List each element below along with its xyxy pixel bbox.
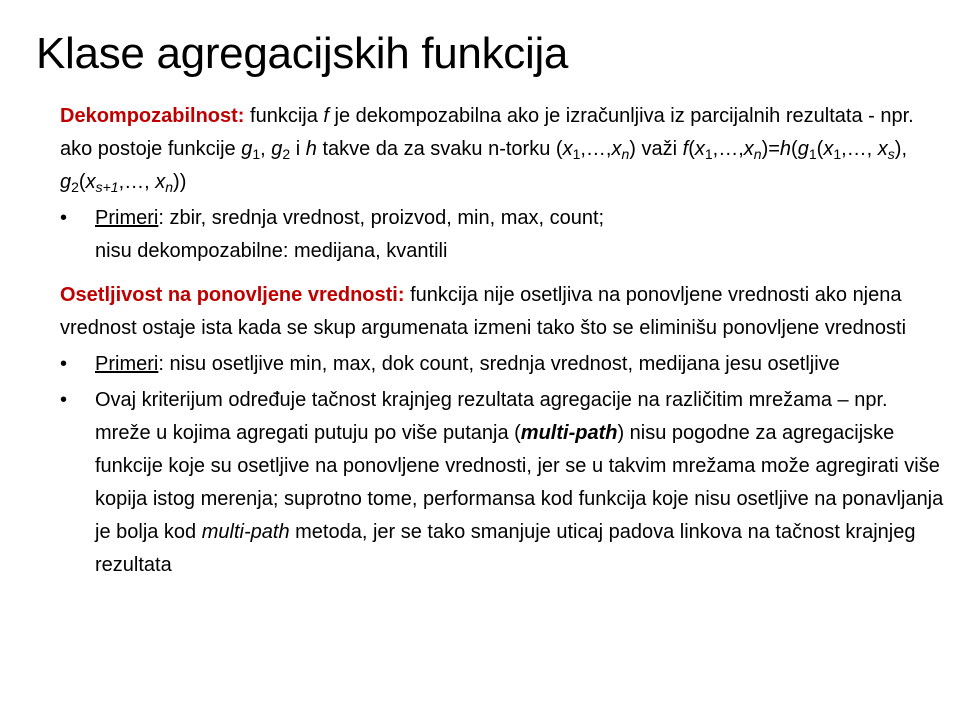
criterion-text: Ovaj kriterijum određuje tačnost krajnjeg rezultata agregacije na različitim mrežama – npr. mreže u kojima agregati putuju po više putanja ( [95,389,888,444]
criterion-bullet [60,384,944,582]
text-run: ,…, [712,138,744,160]
formula-xs: x [877,138,888,160]
section-gap [60,268,944,279]
subscript: n [165,179,174,195]
formula-xs1: x [85,171,96,193]
non-decomposable-text: nisu dekompozabilne: medijana, kvantili [95,240,448,262]
formula-g2: g [60,171,72,193]
subscript: 1 [808,146,817,162]
text-run: , [260,138,272,160]
decomposability-term: Dekompozabilnost: [60,105,245,127]
text-run: i [290,138,306,160]
criterion-text: metoda, jer se tako smanjuje uticaj padova linkova na tačnost krajnjeg rezultata [95,521,916,576]
formula-x1: x [694,138,705,160]
formula-h: h [779,138,792,160]
bullet-dot: • [60,389,68,411]
examples-label: Primeri [95,207,159,229]
subscript: 2 [282,146,291,162]
slide-content [60,100,944,582]
text-run: takve da za svaku n-torku ( [316,138,563,160]
subscript: 1 [252,146,261,162]
var-h: h [305,138,317,160]
criterion-text: ) nisu pogodne za agregacijske funkcije koje su osetljive na ponovljene vrednosti, jer se u takvim mrežama može agregirati više kopija istog merenja; suprotno tome, performansa kod funkcija koje nisu osetljive na ponavljanja je bolja kod [95,422,944,543]
examples-label: Primeri [95,353,159,375]
subscript: 1 [704,146,713,162]
subscript: s [887,146,895,162]
text-run: ( [688,138,695,160]
subscript: s+1 [95,179,119,195]
examples-text: : zbir, srednja vrednost, proizvod, min, max, count; [158,207,605,229]
subscript: n [621,146,630,162]
text-run: ( [78,171,86,193]
formula-xn: x [743,138,754,160]
duplicate-sensitivity-examples-bullet [60,348,944,381]
duplicate-sensitivity-text: funkcija nije osetljiva na ponovljene vrednosti ako njena vrednost ostaje ista kada se skup argumenata izmeni tako što se eliminišu ponovljene vrednosti [60,284,907,339]
text-run: ), [894,138,907,160]
formula-hx1: x [823,138,834,160]
var-f: f [323,105,329,127]
var-xn: x [611,138,622,160]
text-run: ,…, [580,138,612,160]
decomposability-examples-bullet [60,202,944,268]
text-run: ( [816,138,824,160]
var-g2: g [271,138,283,160]
bullet-dot: • [60,207,68,229]
bullet-dot: • [60,353,68,375]
formula-f: f [682,138,689,160]
subscript: 1 [572,146,581,162]
duplicate-sensitivity-paragraph [60,279,944,345]
text-run: )) [173,171,187,193]
text-run: je dekompozabilna ako je izračunljiva iz parcijalnih rezultata - npr. ako postoje funkcije [60,105,914,160]
multi-path-term: multi-path [201,521,290,543]
text-run: ,…, [841,138,878,160]
decomposability-paragraph [60,100,944,199]
formula-g1: g [797,138,809,160]
examples-text: : nisu osetljive min, max, dok count, srednja vrednost, medijana jesu osetljive [158,353,840,375]
text-run: )= [761,138,780,160]
duplicate-sensitivity-term: Osetljivost na ponovljene vrednosti: [60,284,405,306]
subscript: 1 [833,146,842,162]
text-run: ,…, [118,171,156,193]
subscript: n [753,146,762,162]
multi-path-term: multi-path [520,422,618,444]
text-run: funkcija [244,105,324,127]
subscript: 2 [71,179,79,195]
var-x1: x [562,138,573,160]
text-run: ( [791,138,798,160]
formula-hxn: x [155,171,166,193]
slide-title: Klase agregacijskih funkcija [36,29,569,78]
text-run: ) važi [629,138,683,160]
var-g1: g [241,138,253,160]
